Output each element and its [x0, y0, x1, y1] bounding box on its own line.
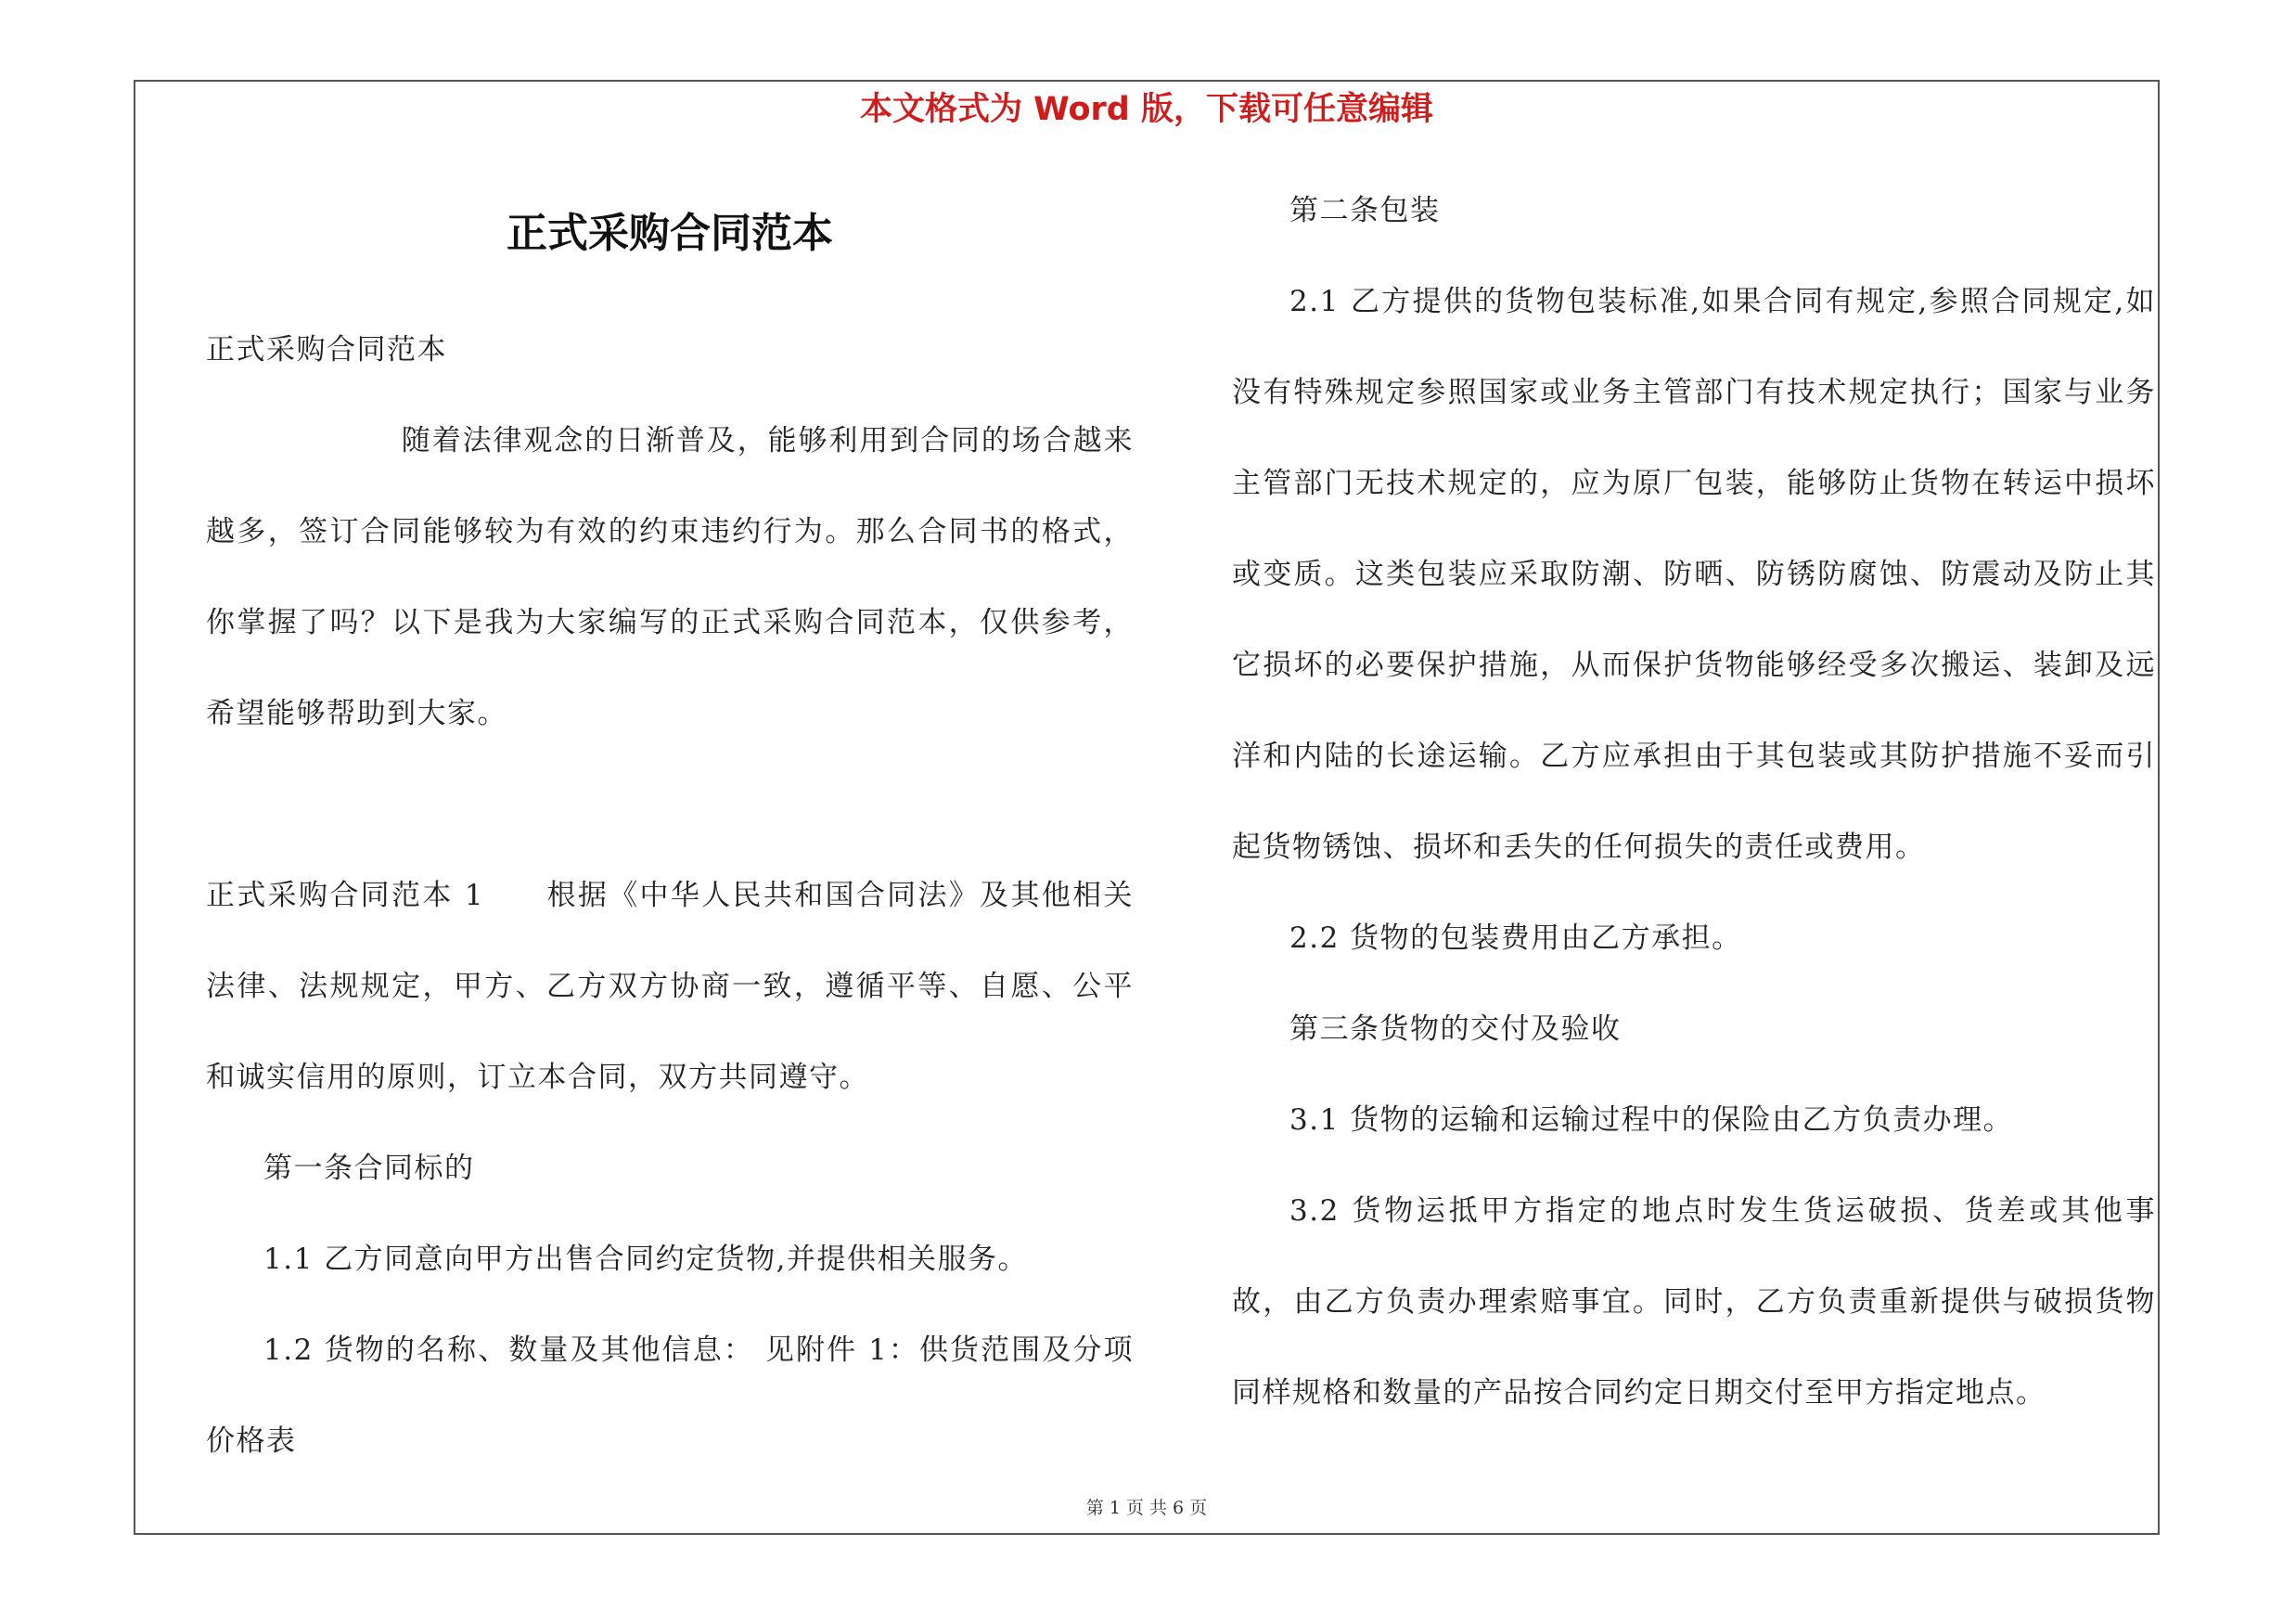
- page-number: 第 1 页 共 6 页: [1085, 1498, 1208, 1518]
- clause-heading-3: 第三条货物的交付及验收: [1289, 1012, 1622, 1046]
- clause-2-1: 2.1 乙方提供的货物包装标准,如果合同有规定,参照合同规定,如没有特殊规定参照国家或业务主管部门有技术规定执行；国家与业务主管部门无技术规定的，应为原厂包装，能够防止货物在转运中损坏或变质。这类包装应采取防潮、防晒、防锈防腐蚀、防震动及防止其它损坏的必要保护措施，从而保护货物能够经受多次搬运、装卸及远洋和内陆的长途运输。乙方应承担由于其包装或其防护措施不妥而引起货物锈蚀、损坏和丢失的任何损失的责任或费用。: [1232, 285, 2156, 864]
- paragraph-intro: 随着法律观念的日渐普及，能够利用到合同的场合越来越多，签订合同能够较为有效的约束违约行为。那么合同书的格式，你掌握了吗？以下是我为大家编写的正式采购合同范本，仅供参考，希望能够帮助到大家。: [206, 424, 1134, 730]
- paragraph-preamble: 正式采购合同范本 1 根据《中华人民共和国合同法》及其他相关法律、法规规定，甲方、乙方双方协商一致，遵循平等、自愿、公平和诚实信用的原则，订立本合同，双方共同遵守。: [206, 879, 1134, 1094]
- clause-1-2: 1.2 货物的名称、数量及其他信息： 见附件 1：供货范围及分项价格表: [206, 1333, 1134, 1458]
- paragraph-gap: [206, 759, 1134, 850]
- clause-3-2: 3.2 货物运抵甲方指定的地点时发生货运破损、货差或其他事故，由乙方负责办理索赔事宜。同时，乙方负责重新提供与破损货物同样规格和数量的产品按合同约定日期交付至甲方指定地点。: [1232, 1194, 2156, 1410]
- right-column: [1232, 165, 2156, 1438]
- clause-heading-1: 第一条合同标的: [263, 1152, 475, 1185]
- clause-1-1: 1.1 乙方同意向甲方出售合同约定货物,并提供相关服务。: [263, 1243, 1029, 1276]
- paragraph-subtitle: 正式采购合同范本: [206, 333, 447, 367]
- document-title: 正式采购合同范本: [507, 210, 833, 257]
- clause-heading-2: 第二条包装: [1289, 194, 1441, 227]
- word-format-banner: 本文格式为 Word 版，下载可任意编辑: [859, 91, 1434, 128]
- left-column: [206, 304, 1134, 1487]
- clause-3-1: 3.1 货物的运输和运输过程中的保险由乙方负责办理。: [1289, 1103, 2014, 1137]
- clause-2-2: 2.2 货物的包装费用由乙方承担。: [1289, 921, 1742, 955]
